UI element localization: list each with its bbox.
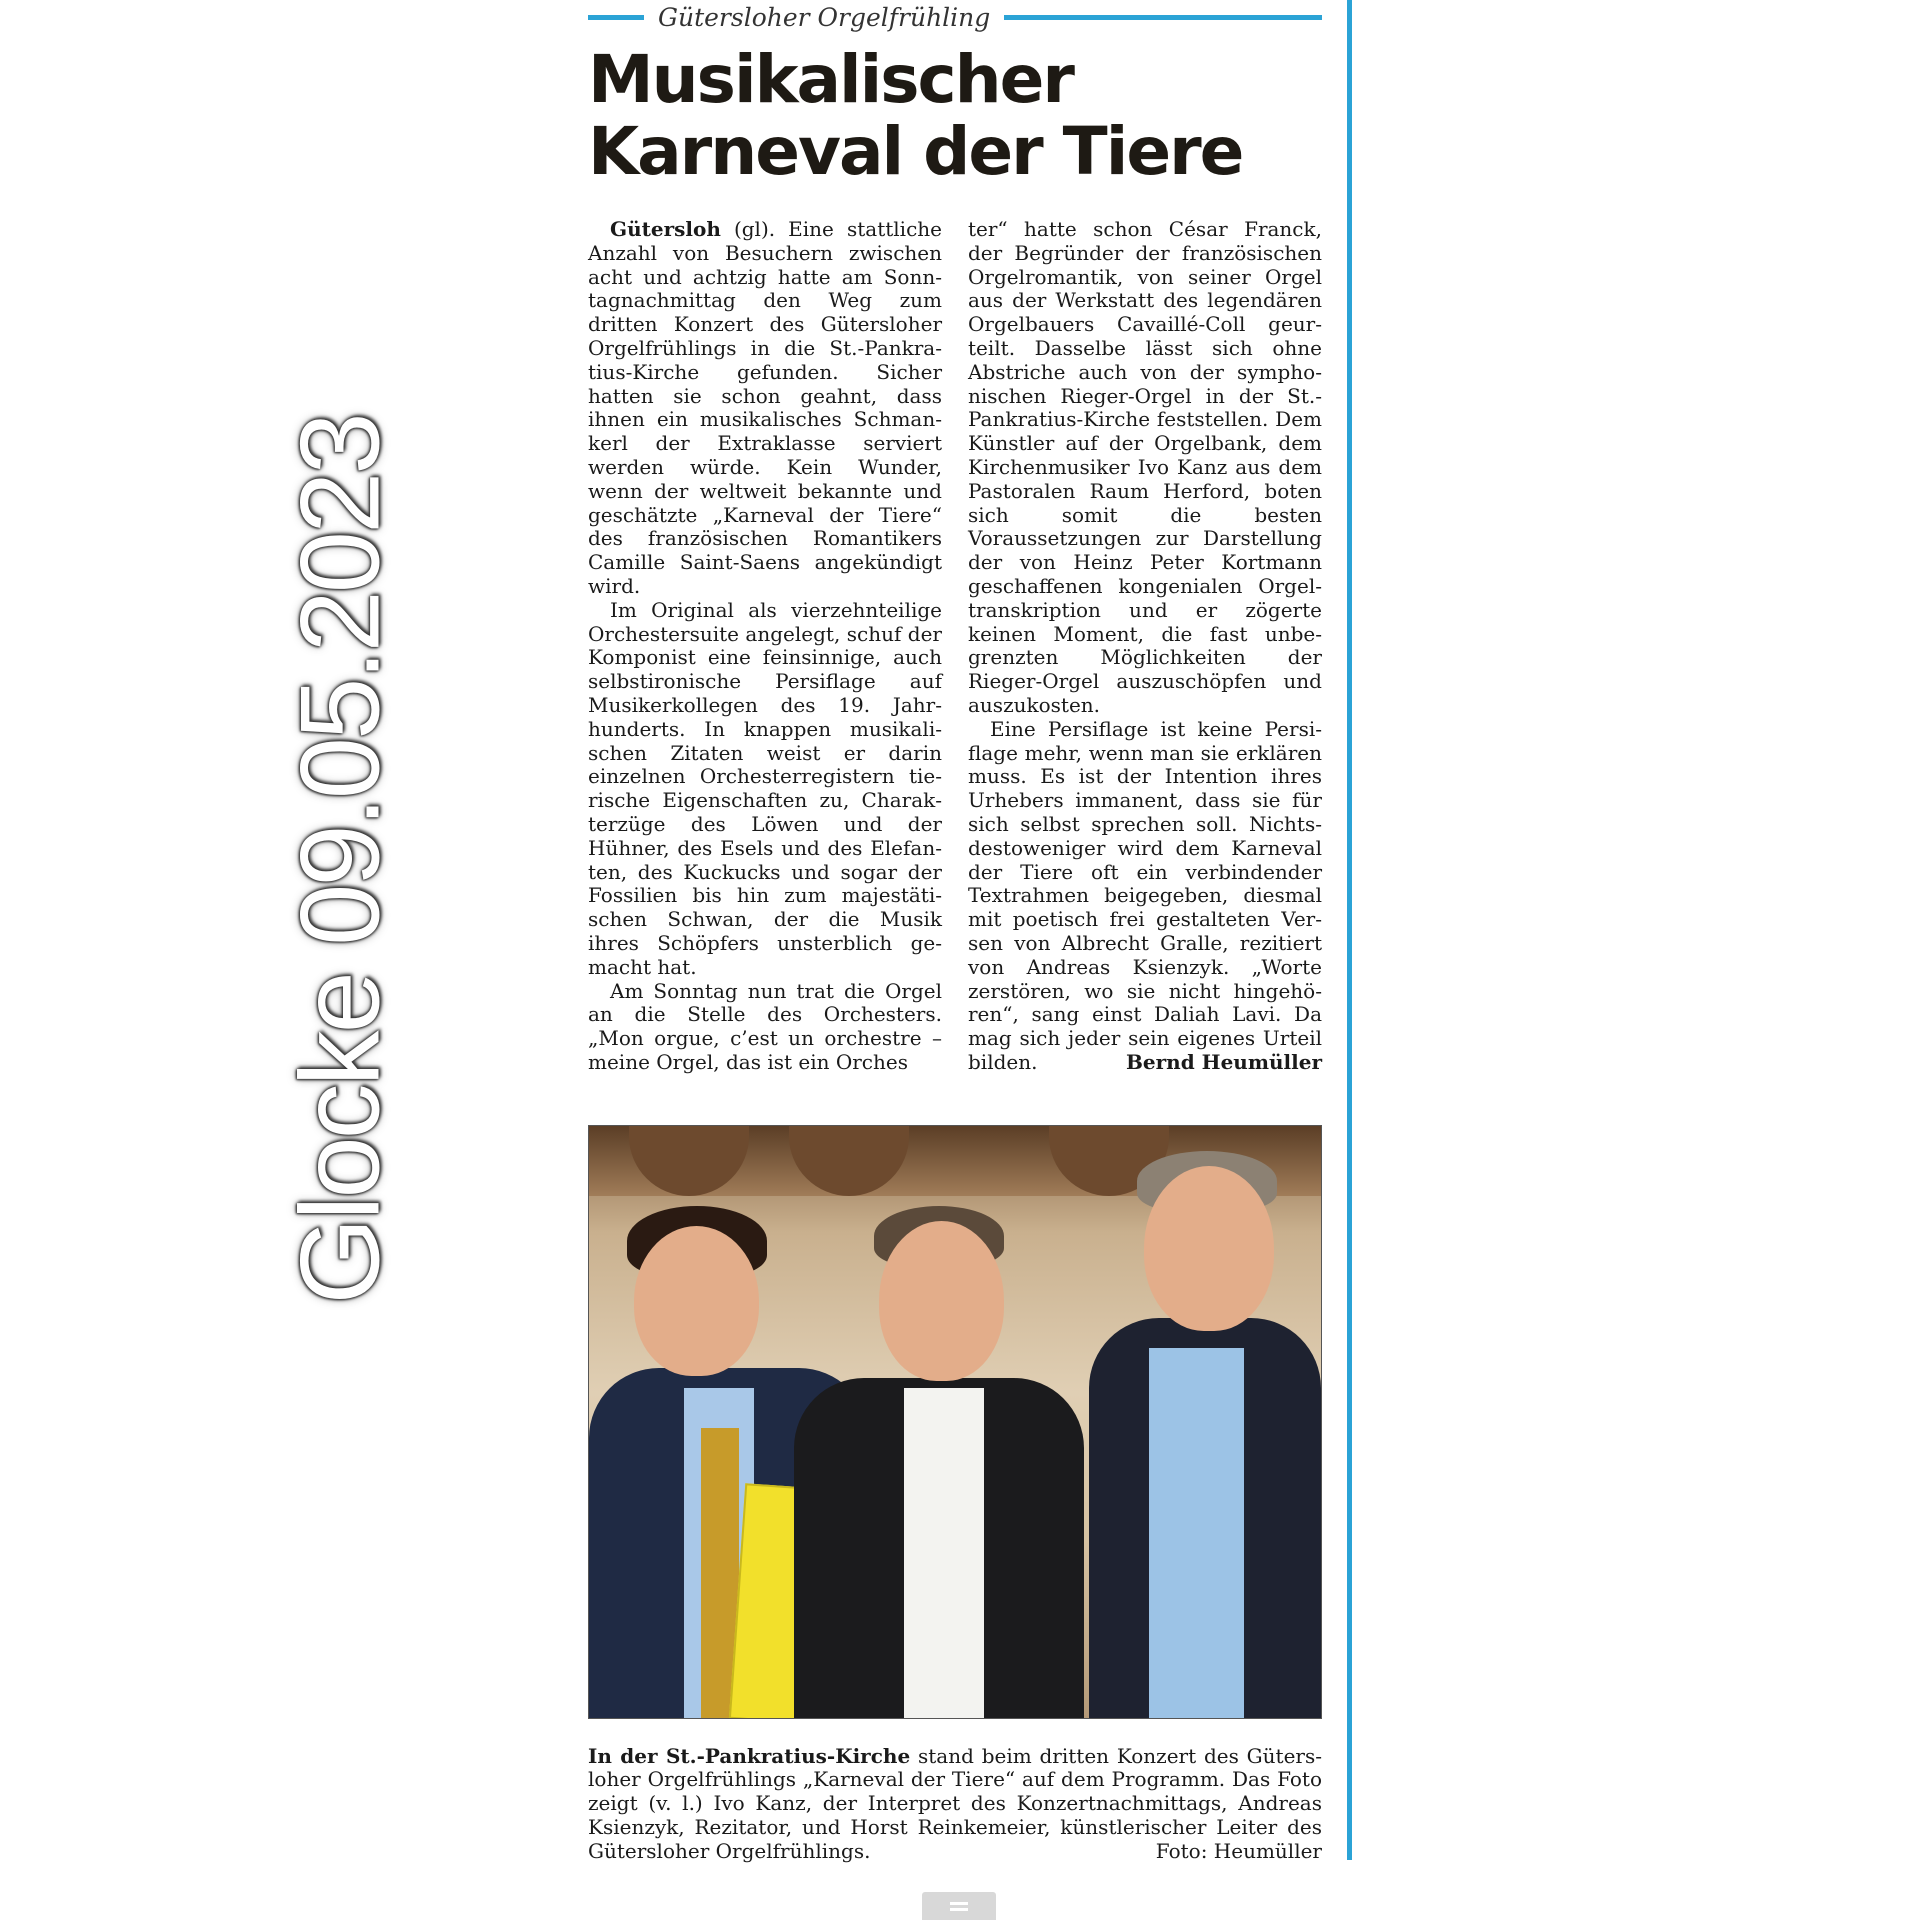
paragraph: ter“ hatte schon César Franck, der Begründer der französischen Orgelromantik, von seiner Orgel aus der Werkstatt des legendären Orgelbauers Cavaillé-Coll geurteilt. Dasselbe lässt sich ohne Abstriche auch von der symphonischen Rieger-Orgel in der St.-Pankratius-Kirche feststellen. Dem Künstler auf der Orgelbank, dem Kirchenmusiker Ivo Kanz aus dem Pastoralen Raum Herford, boten sich somit die besten Voraussetzungen zur Darstellung der von Heinz Peter Kortmann geschaffenen kongenialen Orgeltranskription und er zögerte keinen Moment, die fast unbegrenzten Möglichkeiten der Rieger-Orgel auszuschöpfen und auszukosten. bbox=[968, 217, 1322, 717]
photo-credit: Foto: Heumüller bbox=[1155, 1838, 1322, 1863]
caption-text: stand beim dritten Konzert des Gütersloher Orgelfrühlings „Karneval der Tiere“ auf dem Programm. Das Foto zeigt (v. l.) Ivo Kanz, der Interpret des Konzertnachmittags, Andreas Ksienzyk, Rezitator, und Horst Reinkemeier, künstlerischer Leiter des Gütersloher Orgelfrühlings. bbox=[588, 1743, 1322, 1863]
left-column bbox=[588, 218, 942, 1075]
kicker-rule-left bbox=[588, 15, 644, 20]
photo-caption bbox=[588, 1745, 1322, 1864]
headline-line-2: Karneval der Tiere bbox=[588, 113, 1243, 190]
caption-lead: In der St.-Pankratius-Kirche bbox=[588, 1743, 911, 1768]
article-columns bbox=[588, 218, 1322, 1075]
kicker-rule-right bbox=[1004, 15, 1322, 20]
paragraph: Am Sonntag nun trat die Orgel an die Stelle des Orchesters. „Mon orgue, c’est un orchestre – meine Orgel, das ist ein Orches bbox=[588, 978, 942, 1074]
menu-button[interactable] bbox=[922, 1892, 996, 1920]
person-middle bbox=[794, 1126, 1084, 1718]
paragraph bbox=[588, 218, 942, 599]
article-photo bbox=[588, 1125, 1322, 1719]
menu-icon bbox=[950, 1902, 968, 1905]
right-column bbox=[968, 218, 1322, 1075]
newspaper-article bbox=[588, 0, 1322, 1864]
kicker bbox=[588, 0, 1322, 34]
kicker-text: Gütersloher Orgelfrühling bbox=[658, 2, 991, 32]
column-rule bbox=[1347, 0, 1352, 1860]
author-byline: Bernd Heumüller bbox=[1126, 1049, 1322, 1074]
paragraph: Eine Persiflage ist keine Persiflage mehr, wenn man sie erklären muss. Es ist der Intention ihres Urhebers immanent, dass sie für sich selbst sprechen soll. Nichtsdestoweniger wird dem Karneval der Tiere oft ein verbindender Textrahmen beigegeben, diesmal mit poetisch frei gestalteten Versen von Albrecht Gralle, rezitiert von Andreas Ksienzyk. „Worte zerstören, wo sie nicht hingehören“, sang einst Daliah Lavi. Da mag sich jeder sein eigenes Urteil bilden. bbox=[968, 716, 1322, 1074]
person-right bbox=[1089, 1126, 1321, 1718]
paragraph-text: (gl). Eine stattliche Anzahl von Besuchern zwischen acht und achtzig hatte am Sonntagnachmittag den Weg zum dritten Konzert des Gütersloher Orgelfrühlings in die St.-Pankratius-Kirche gefunden. Sicher hatten sie schon geahnt, dass ihnen ein musikalisches Schmankerl der Extraklasse serviert werden würde. Kein Wunder, wenn der weltweit bekannte und geschätzte „Karneval der Tiere“ des französischen Romantikers Camille Saint-Saens angekündigt wird. bbox=[588, 217, 942, 598]
paragraph: Im Original als vierzehnteilige Orchestersuite angelegt, schuf der Komponist eine feinsinnige, auch selbstironische Persiflage auf Musikerkollegen des 19. Jahrhunderts. In knappen musikalischen Zitaten weist er darin einzelnen Orchesterregistern tierische Eigenschaften zu, Charakterzüge des Löwen und der Hühner, des Esels und des Elefanten, des Kuckucks und sogar der Fossilien bis hin zum majestätischen Schwan, der die Musik ihres Schöpfers unsterblich gemacht hat. bbox=[588, 597, 942, 979]
headline-line-1: Musikalischer bbox=[588, 41, 1073, 118]
date-stamp-text: Glocke 09.05.2023 bbox=[277, 415, 403, 1305]
dateline: Gütersloh bbox=[610, 217, 721, 241]
headline bbox=[588, 41, 1322, 190]
